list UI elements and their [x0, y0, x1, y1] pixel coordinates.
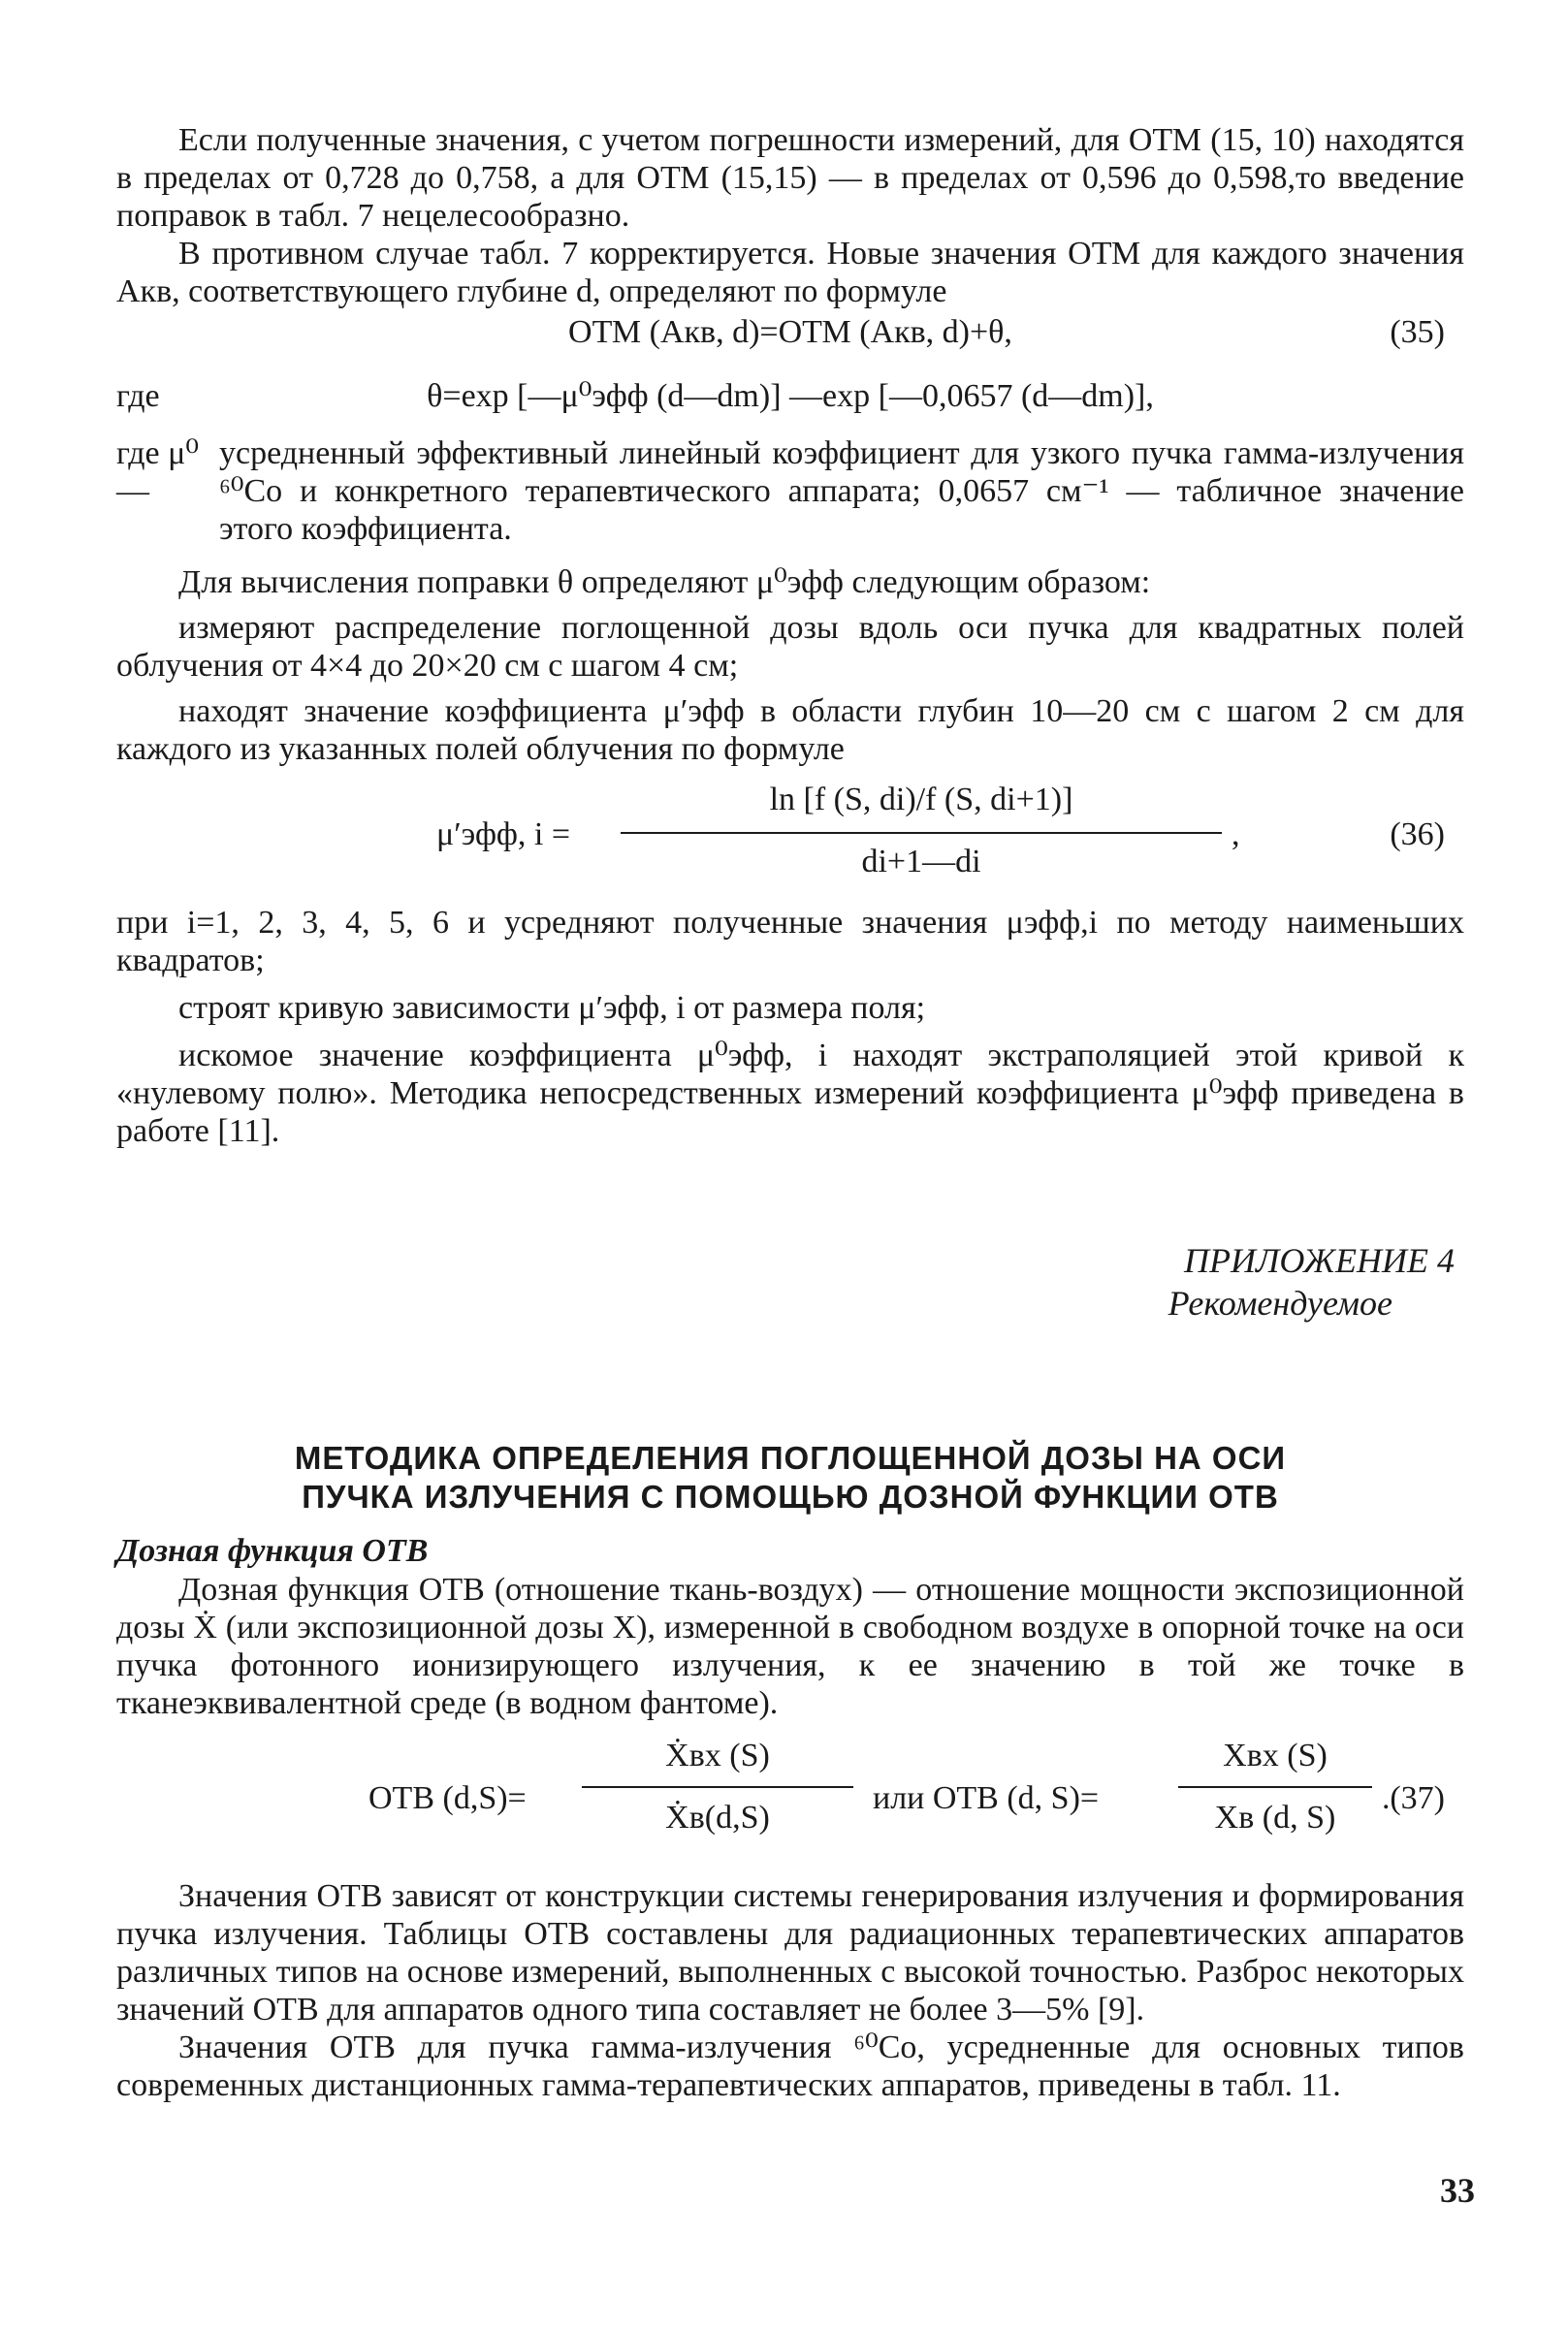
equation-theta-body: θ=exp [—μ⁰эфф (d—dm)] —exp [—0,0657 (d—dm)],: [427, 378, 1154, 414]
paragraph-9: Дозная функция ОТВ (отношение ткань-воздух) — отношение мощности экспозиционной дозы Ẋ (или экспозиционной дозы X), измеренной в свободном воздухе в опорной точке на оси пучка фотонного ионизирующего излучения, к ее значению в той же точке в тканеэквивалентной среде (в водном фантоме).: [116, 1572, 1464, 1721]
equation-36-number: (36): [1390, 816, 1445, 852]
equation-36-numerator: ln [f (S, di)/f (S, di+1)]: [769, 782, 1073, 817]
paragraph-1: Если полученные значения, с учетом погрешности измерений, для ОТМ (15, 10) находятся в пределах от 0,728 до 0,758, а для ОТМ (15,15) — в пределах от 0,596 до 0,598,то введение поправок в табл. 7 нецелесообразно.: [116, 122, 1464, 234]
equation-36-comma: ,: [1232, 816, 1240, 852]
equation-35-number: (35): [1390, 314, 1445, 350]
where-definition-label: где μ⁰ —: [116, 435, 199, 509]
fraction-bar: [1178, 1786, 1372, 1788]
section-heading-line-1: МЕТОДИКА ОПРЕДЕЛЕНИЯ ПОГЛОЩЕННОЙ ДОЗЫ НА ОСИ: [294, 1440, 1287, 1476]
equation-37: [116, 1738, 1464, 1866]
equation-37-numerator-2: Xвх (S): [1223, 1738, 1328, 1773]
equation-37-denominator-1: Ẋв(d,S): [665, 1800, 770, 1836]
section-heading-line-2: ПУЧКА ИЗЛУЧЕНИЯ С ПОМОЩЬЮ ДОЗНОЙ ФУНКЦИИ ОТВ: [302, 1479, 1279, 1515]
equation-37-denominator-2: Xв (d, S): [1214, 1800, 1336, 1836]
equation-37-middle: или ОТВ (d, S)=: [873, 1780, 1100, 1816]
paragraph-6: при i=1, 2, 3, 4, 5, 6 и усредняют полученные значения μэфф,i по методу наименьших квадратов;: [116, 905, 1464, 978]
fraction-bar: [621, 832, 1222, 834]
page-content: [116, 121, 1464, 2104]
equation-37-number: (37): [1390, 1780, 1445, 1816]
appendix-title: ПРИЛОЖЕНИЕ 4: [1184, 1241, 1455, 1280]
equation-theta: [116, 374, 1464, 419]
page-number: 33: [1440, 2171, 1475, 2210]
equation-37-dot: .: [1382, 1780, 1391, 1816]
paragraph-10: Значения ОТВ зависят от конструкции системы генерирования излучения и формирования пучка излучения. Таблицы ОТВ составлены для радиационных терапевтических аппаратов различных типов на основе измерений, выполненных с высокой точностью. Разброс некоторых значений ОТВ для аппаратов одного типа составляет не более 3—5% [9].: [116, 1878, 1464, 2028]
equation-37-lhs: ОТВ (d,S)=: [368, 1780, 527, 1816]
paragraph-5: находят значение коэффициента μ′эфф в области глубин 10—20 см с шагом 2 см для каждого из указанных полей облучения по формуле: [116, 693, 1464, 767]
paragraph-3: Для вычисления поправки θ определяют μ⁰эфф следующим образом:: [178, 564, 1151, 600]
equation-37-numerator-1: Ẋвх (S): [665, 1738, 770, 1773]
subsection-heading: Дозная функция ОТВ: [116, 1533, 429, 1569]
appendix-subtitle: Рекомендуемое: [1168, 1284, 1392, 1323]
fraction-bar: [582, 1786, 853, 1788]
equation-35-body: ОТМ (Aкв, d)=ОТМ (Aкв, d)+θ,: [568, 314, 1012, 350]
equation-36-denominator: di+1—di: [861, 844, 981, 879]
equation-35: [116, 310, 1464, 355]
equation-36: [116, 782, 1464, 894]
equation-36-lhs: μ′эфф, i =: [436, 816, 571, 852]
paragraph-2: В противном случае табл. 7 корректируется. Новые значения ОТМ для каждого значения Aкв, соответствующего глубине d, определяют по формуле: [116, 236, 1464, 309]
paragraph-8: искомое значение коэффициента μ⁰эфф, i находят экстраполяцией этой кривой к «нулевому полю». Методика непосредственных измерений коэффициента μ⁰эфф приведена в работе [11].: [116, 1038, 1464, 1149]
paragraph-7: строят кривую зависимости μ′эфф, i от размера поля;: [178, 990, 926, 1026]
paragraph-11: Значения ОТВ для пучка гамма-излучения ⁶⁰Со, усредненные для основных типов современных дистанционных гамма-терапевтических аппаратов, приведены в табл. 11.: [116, 2029, 1464, 2103]
paragraph-4: измеряют распределение поглощенной дозы вдоль оси пучка для квадратных полей облучения от 4×4 до 20×20 см с шагом 4 см;: [116, 610, 1464, 684]
where-definition-text: усредненный эффективный линейный коэффициент для узкого пучка гамма-излучения ⁶⁰Со и конкретного терапевтического аппарата; 0,0657 см⁻¹ — табличное значение этого коэффициента.: [219, 435, 1464, 547]
where-label: где: [116, 378, 160, 414]
where-definition: [116, 434, 1464, 548]
